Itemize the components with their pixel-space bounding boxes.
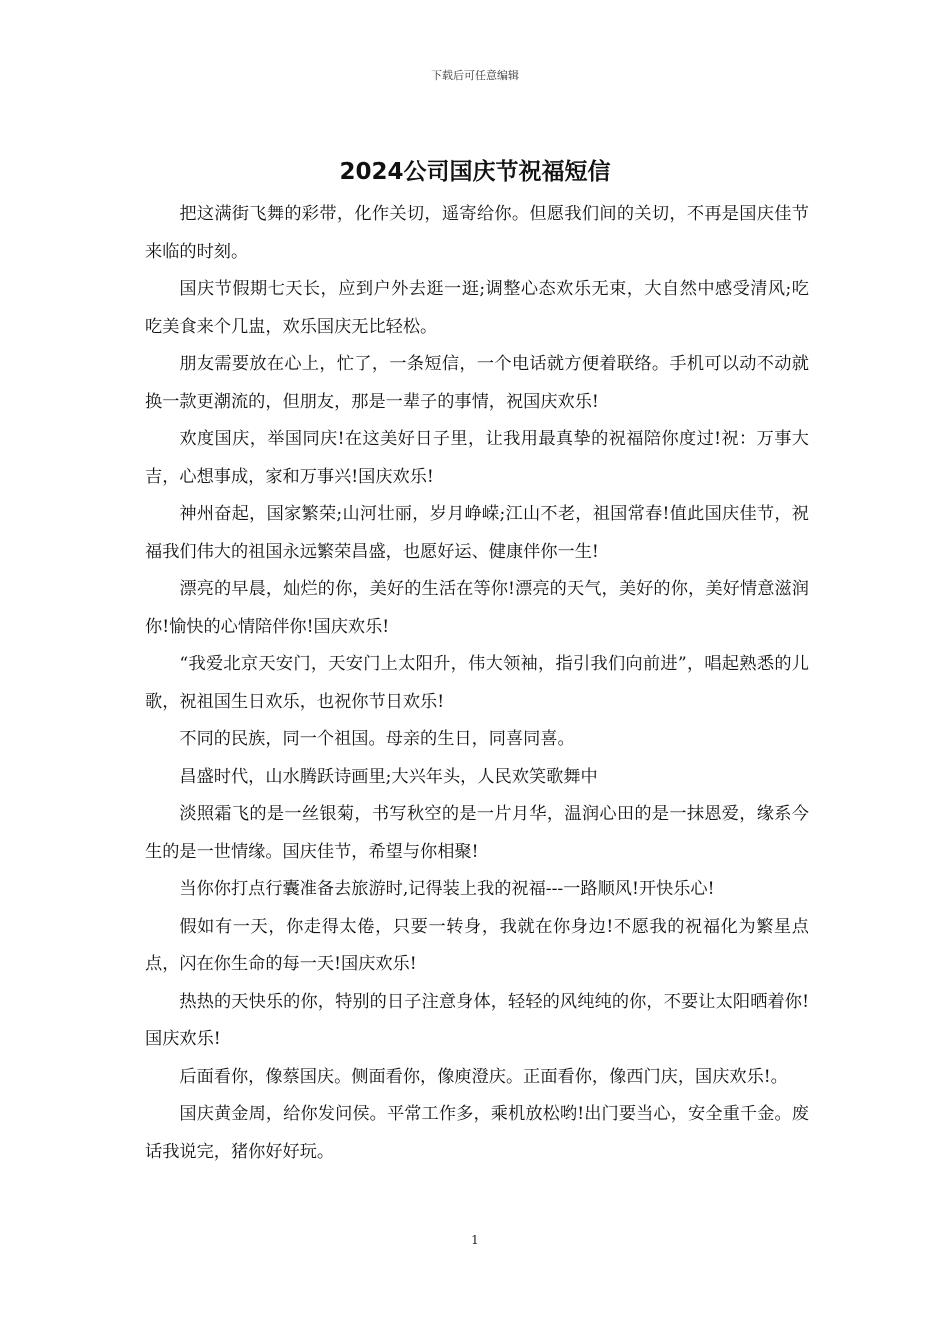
paragraph: 当你你打点行囊准备去旅游时,记得装上我的祝福---一路顺风!开快乐心! bbox=[179, 879, 715, 899]
paragraph: 国庆黄金周，给你发问侯。平常工作多，乘机放松哟!出门要当心，安全重千金。废话我说完，猪你好好玩。 bbox=[145, 1104, 809, 1162]
paragraph: 国庆节假期七天长，应到户外去逛一逛;调整心态欢乐无束，大自然中感受清风;吃吃美食来个几盅，欢乐国庆无比轻松。 bbox=[145, 279, 809, 337]
paragraph: 昌盛时代，山水腾跃诗画里;大兴年头，人民欢笑歌舞中 bbox=[179, 766, 598, 787]
paragraph: 漂亮的早晨，灿烂的你，美好的生活在等你!漂亮的天气，美好的你，美好情意滋润你!愉快的心情陪伴你!国庆欢乐! bbox=[145, 579, 809, 637]
paragraph: 淡照霜飞的是一丝银菊，书写秋空的是一片月华，温润心田的是一抹恩爱，缘系今生的是一世情缘。国庆佳节，希望与你相聚! bbox=[145, 804, 809, 862]
document-body bbox=[145, 196, 809, 1171]
paragraph: 欢度国庆，举国同庆!在这美好日子里，让我用最真挚的祝福陪你度过!祝：万事大吉，心想事成，家和万事兴!国庆欢乐! bbox=[145, 429, 809, 487]
paragraph: 后面看你，像蔡国庆。侧面看你，像庾澄庆。正面看你，像西门庆，国庆欢乐!。 bbox=[179, 1066, 788, 1087]
header-note: 下载后可任意编辑 bbox=[431, 69, 519, 82]
paragraph: 神州奋起，国家繁荣;山河壮丽，岁月峥嵘;江山不老，祖国常春!值此国庆佳节，祝福我们伟大的祖国永远繁荣昌盛，也愿好运、健康伴你一生! bbox=[145, 504, 809, 562]
page-number: 1 bbox=[471, 1233, 479, 1247]
paragraph: 假如有一天，你走得太倦，只要一转身，我就在你身边!不愿我的祝福化为繁星点点，闪在你生命的每一天!国庆欢乐! bbox=[145, 916, 809, 974]
document-title: 2024公司国庆节祝福短信 bbox=[339, 159, 611, 185]
paragraph: 把这满街飞舞的彩带，化作关切，遥寄给你。但愿我们间的关切，不再是国庆佳节来临的时刻。 bbox=[145, 204, 809, 262]
paragraph: 朋友需要放在心上，忙了，一条短信，一个电话就方便着联络。手机可以动不动就换一款更潮流的，但朋友，那是一辈子的事情，祝国庆欢乐! bbox=[145, 354, 809, 412]
paragraph: 热热的天快乐的你，特别的日子注意身体，轻轻的风纯纯的你，不要让太阳晒着你!国庆欢乐! bbox=[145, 991, 809, 1049]
paragraph: “我爱北京天安门，天安门上太阳升，伟大领袖，指引我们向前进”，唱起熟悉的儿歌，祝祖国生日欢乐，也祝你节日欢乐! bbox=[145, 654, 809, 712]
paragraph: 不同的民族，同一个祖国。母亲的生日，同喜同喜。 bbox=[179, 729, 575, 749]
